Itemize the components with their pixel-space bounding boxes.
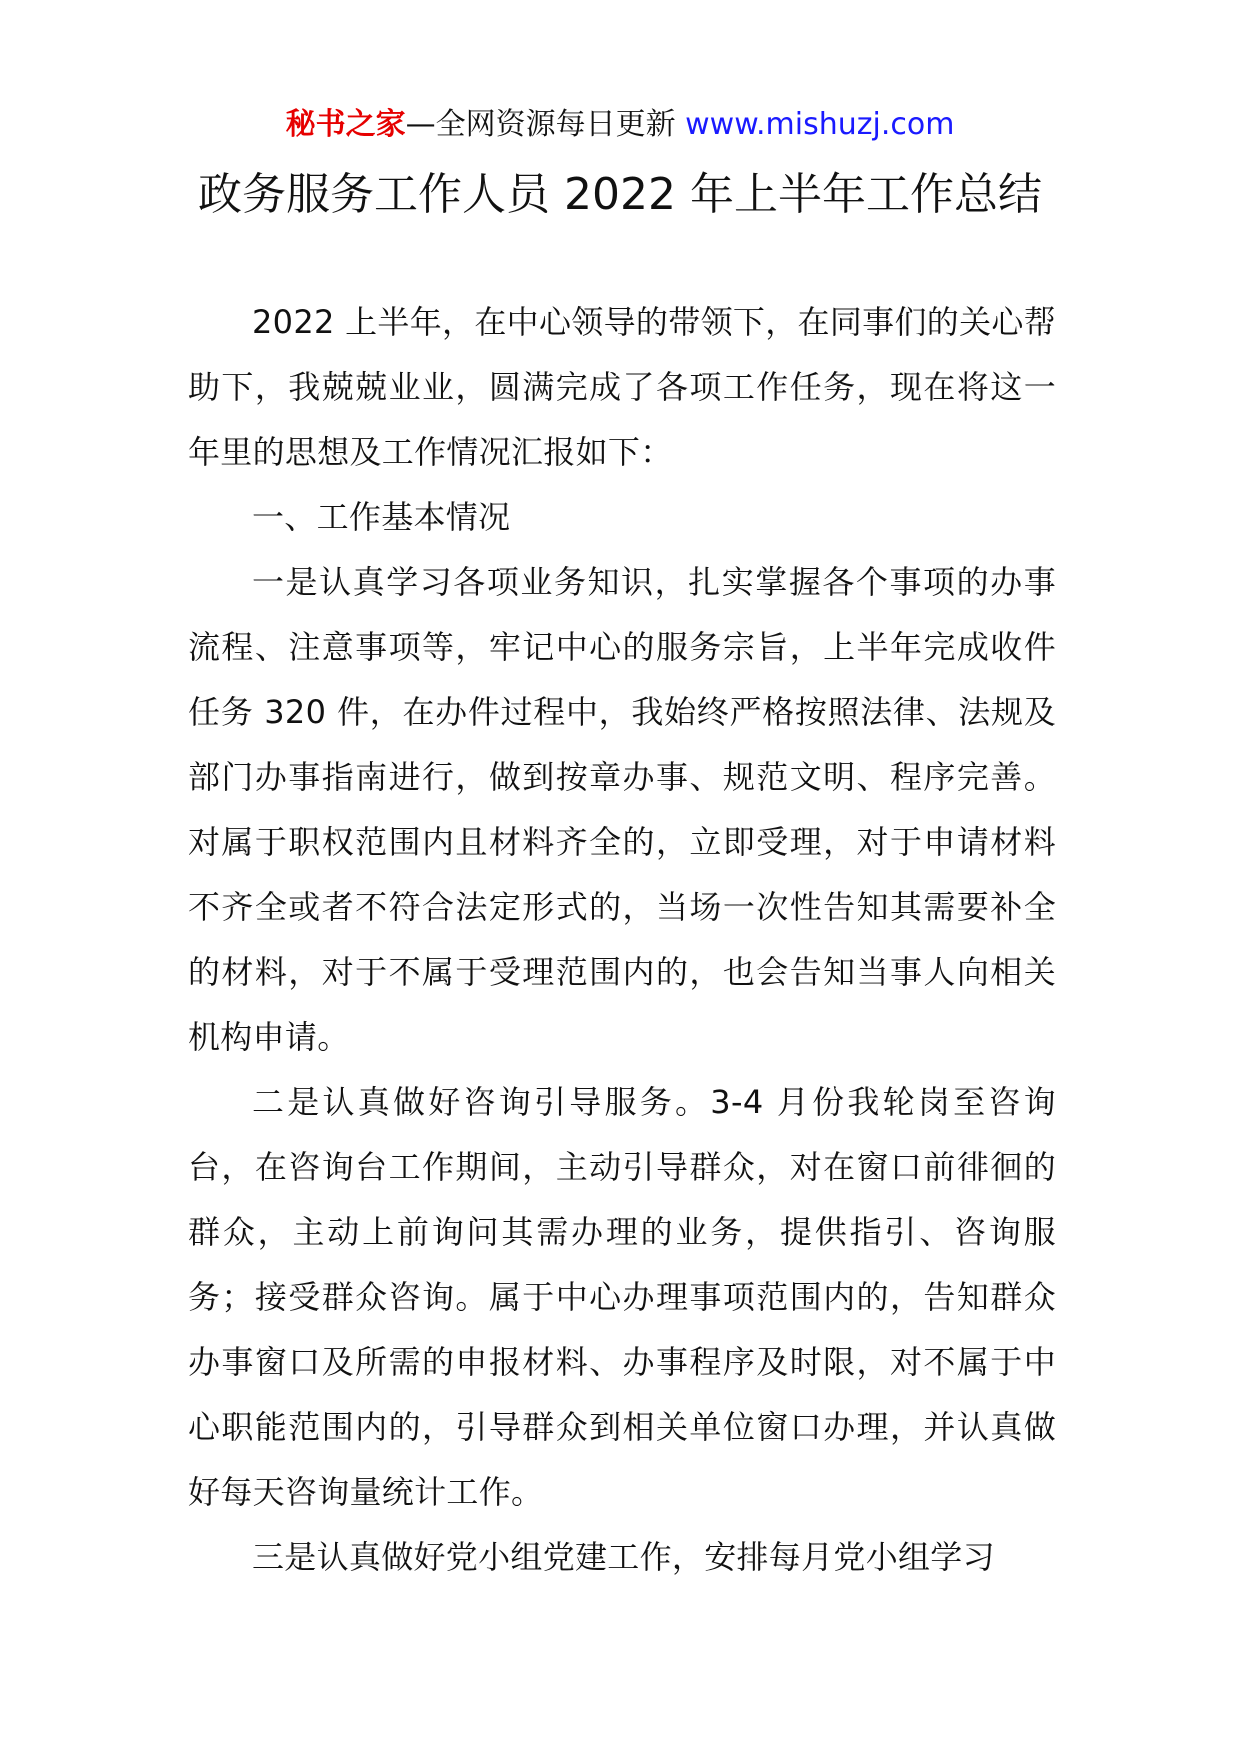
paragraph-intro: 2022 上半年，在中心领导的带领下，在同事们的关心帮助下，我兢兢业业，圆满完成了各项工作任务，现在将这一年里的思想及工作情况汇报如下： [188,303,1056,471]
site-brand: 秘书之家 [285,107,406,142]
site-url-link[interactable]: www.mishuzj.com [685,107,955,142]
site-tagline: —全网资源每日更新 [405,107,686,142]
document-title: 政务服务工作人员 2022 年上半年工作总结 [198,169,1042,220]
section-heading: 一、工作基本情况 [252,498,511,536]
document-body [188,290,1056,1590]
site-header [0,98,1240,152]
paragraph-point-two: 二是认真做好咨询引导服务。3-4 月份我轮岗至咨询台，在咨询台工作期间，主动引导群众，对在窗口前徘徊的群众，主动上前询问其需办理的业务，提供指引、咨询服务；接受群众咨询。属于中心办理事项范围内的，告知群众办事窗口及所需的申报材料、办事程序及时限，对不属于中心职能范围内的，引导群众到相关单位窗口办理，并认真做好每天咨询量统计工作。 [188,1083,1056,1511]
paragraph-point-three: 三是认真做好党小组党建工作，安排每月党小组学习 [252,1538,995,1576]
paragraph-point-one: 一是认真学习各项业务知识，扎实掌握各个事项的办事流程、注意事项等，牢记中心的服务宗旨，上半年完成收件任务 320 件，在办件过程中，我始终严格按照法律、法规及部门办事指南进行，做到按章办事、规范文明、程序完善。对属于职权范围内且材料齐全的，立即受理，对于申请材料不齐全或者不符合法定形式的，当场一次性告知其需要补全的材料，对于不属于受理范围内的，也会告知当事人向相关机构申请。 [188,563,1056,1056]
